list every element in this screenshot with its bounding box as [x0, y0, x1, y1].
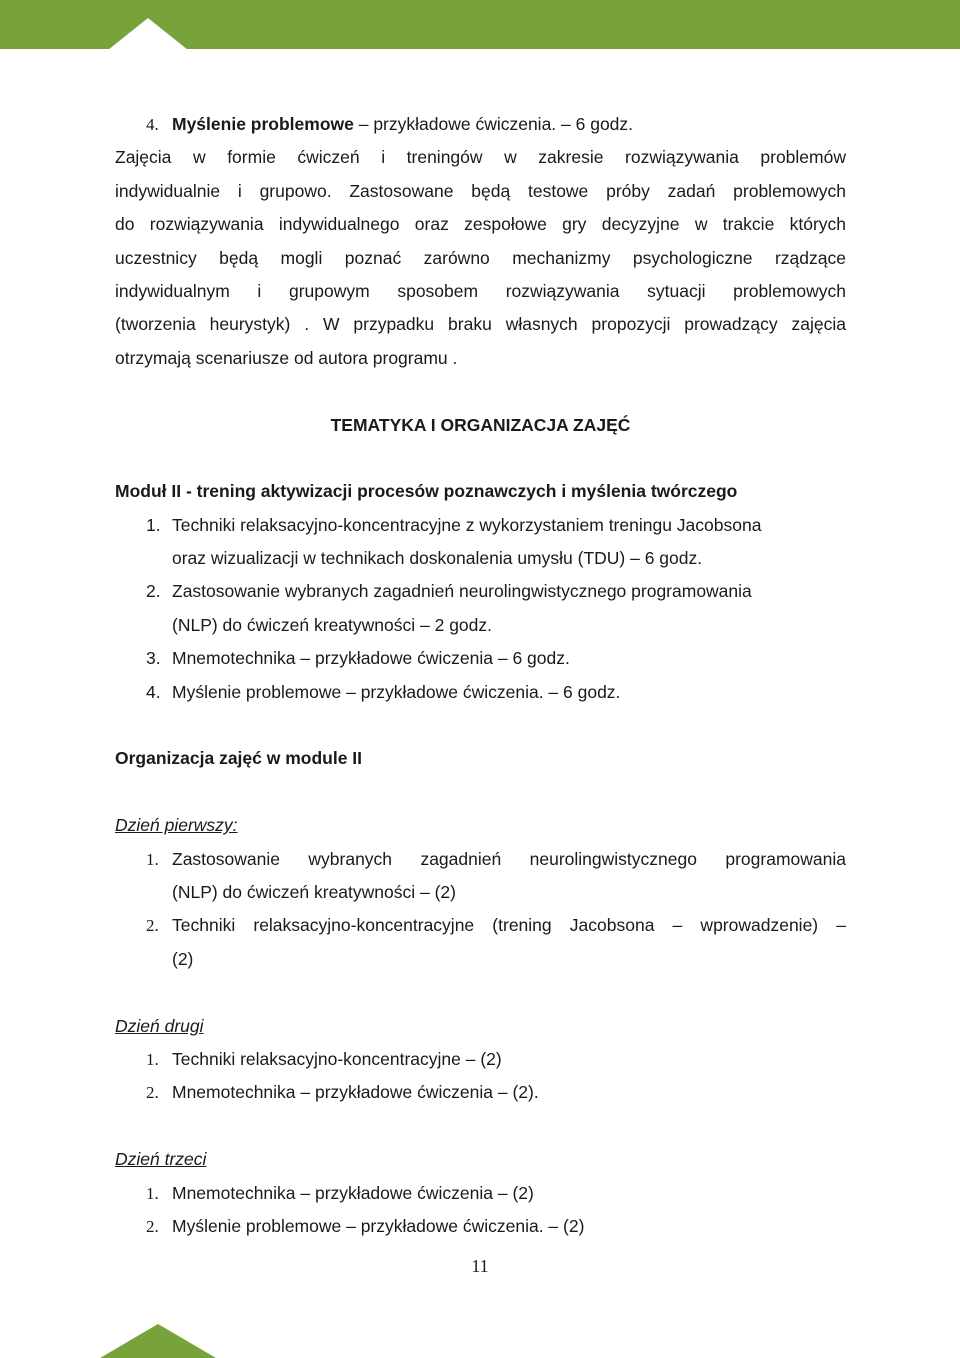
list-item [115, 509, 846, 542]
list-item-text: Zastosowanie wybranych zagadnień neurolingwistycznego programowania [172, 581, 752, 602]
list-number: 1. [146, 514, 161, 535]
list-item-text: Techniki relaksacyjno-koncentracyjne (trening Jacobsona – wprowadzenie) – [172, 915, 846, 936]
list-item [115, 575, 846, 608]
list-item-text: Techniki relaksacyjno-koncentracyjne – (2) [172, 1048, 502, 1069]
document-body [115, 108, 846, 1243]
list-number: 1. [146, 849, 159, 869]
list-item-text: Mnemotechnika – przykładowe ćwiczenia – (2) [172, 1182, 534, 1203]
list-item [115, 1076, 846, 1109]
list-number: 2. [146, 1216, 159, 1236]
paragraph-line: do rozwiązywania indywidualnego oraz zespołowe gry decyzyjne w trakcie których [115, 214, 846, 235]
day-label: Dzień trzeci [115, 1149, 207, 1170]
list-item-text: Mnemotechnika – przykładowe ćwiczenia – (2). [172, 1082, 539, 1103]
paragraph-line: indywidualnie i grupowo. Zastosowane będą testowe próby zadań problemowych [115, 180, 846, 201]
list-number: 4. [146, 681, 161, 702]
paragraph-line: otrzymają scenariusze od autora programu . [115, 347, 458, 368]
list-number: 2. [146, 1083, 159, 1103]
organization-title: Organizacja zajęć w module II [115, 748, 363, 769]
list-item [115, 1177, 846, 1210]
footer-triangle [100, 1324, 216, 1358]
list-item [115, 843, 846, 876]
list-item-text: Myślenie problemowe – przykładowe ćwiczenia. – (2) [172, 1215, 585, 1236]
day-label: Dzień pierwszy: [115, 815, 238, 836]
list-item-text: Zastosowanie wybranych zagadnień neurolingwistycznego programowania [172, 848, 846, 869]
list-number: 1. [146, 1049, 159, 1069]
intro-item-rest: – przykładowe ćwiczenia. – 6 godz. [353, 114, 634, 134]
intro-item [115, 108, 846, 141]
day-label: Dzień drugi [115, 1015, 204, 1036]
list-number: 2. [146, 916, 159, 936]
intro-item-bold: Myślenie problemowe [172, 114, 354, 134]
list-number: 3. [146, 648, 161, 669]
list-number: 2. [146, 581, 161, 602]
list-item [115, 1043, 846, 1076]
list-number: 1. [146, 1183, 159, 1203]
header-notch [108, 18, 188, 50]
list-item-text: Techniki relaksacyjno-koncentracyjne z wykorzystaniem treningu Jacobsona [172, 514, 762, 535]
list-item-text: Myślenie problemowe – przykładowe ćwiczenia. – 6 godz. [172, 681, 621, 702]
section-title: TEMATYKA I ORGANIZACJA ZAJĘĆ [330, 414, 631, 435]
list-item [115, 676, 846, 709]
list-item [115, 1210, 846, 1243]
paragraph-line: Zajęcia w formie ćwiczeń i treningów w zakresie rozwiązywania problemów [115, 147, 846, 168]
list-item-continuation: (NLP) do ćwiczeń kreatywności – 2 godz. [172, 614, 492, 635]
list-item-text: Mnemotechnika – przykładowe ćwiczenia – 6 godz. [172, 648, 570, 669]
list-item-continuation: (NLP) do ćwiczeń kreatywności – (2) [172, 881, 456, 902]
list-item [115, 642, 846, 675]
page-number: 11 [471, 1256, 489, 1276]
paragraph-line: indywidualnym i grupowym sposobem rozwiązywania sytuacji problemowych [115, 280, 846, 301]
module-title: Moduł II - trening aktywizacji procesów poznawczych i myślenia twórczego [115, 481, 738, 502]
list-item-continuation: (2) [172, 948, 194, 969]
list-number: 4. [146, 115, 159, 134]
list-item [115, 909, 846, 942]
paragraph-line: (tworzenia heurystyk) . W przypadku braku własnych propozycji prowadzący zajęcia [115, 314, 846, 335]
list-item-continuation: oraz wizualizacji w technikach doskonalenia umysłu (TDU) – 6 godz. [172, 548, 703, 569]
paragraph-line: uczestnicy będą mogli poznać zarówno mechanizmy psychologiczne rządzące [115, 247, 846, 268]
